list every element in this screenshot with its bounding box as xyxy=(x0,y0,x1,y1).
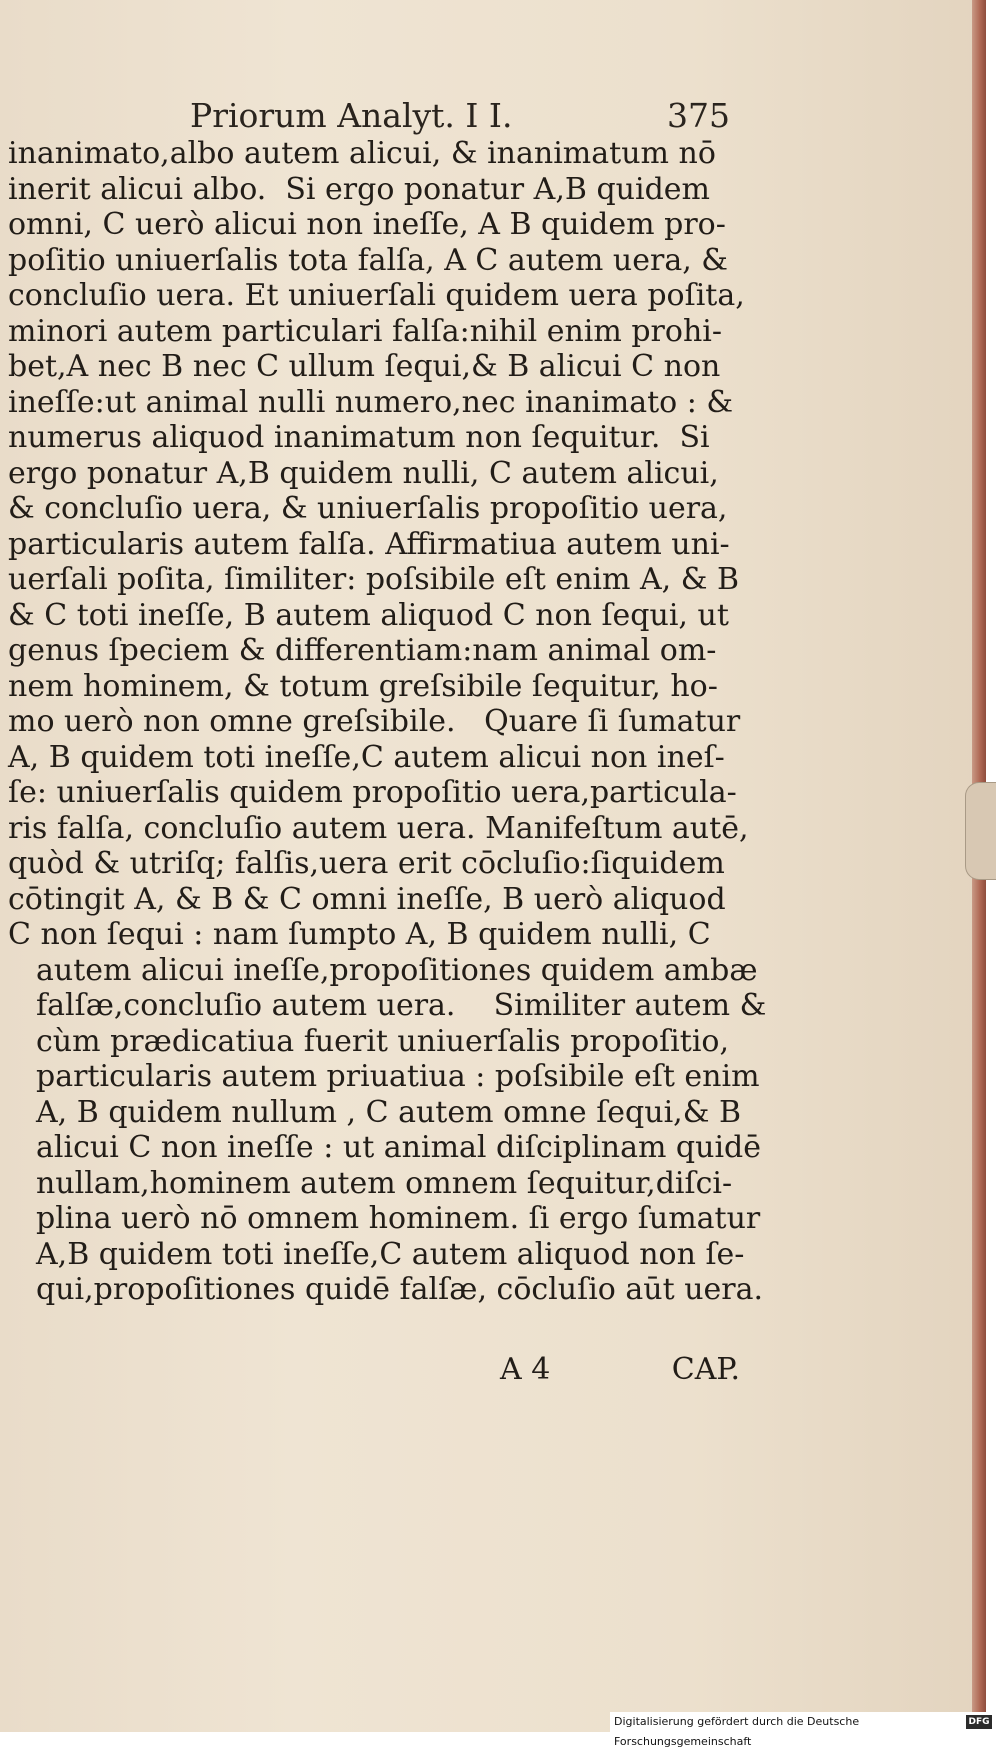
text-line: ris falſa, concluſio autem uera. Manifeſtum autē, xyxy=(8,810,749,846)
text-line: ineſſe:ut animal nulli numero,nec inanimato : & xyxy=(8,384,734,420)
text-line: plina uerò nō omnem hominem. ſi ergo ſumatur xyxy=(36,1201,761,1236)
text-line: minori autem particulari falſa:nihil enim prohi- xyxy=(8,313,723,349)
digitization-credit: Digitalisierung gefördert durch die Deutsche Forschungsgemeinschaft xyxy=(610,1712,1000,1732)
text-line: ſe: uniuerſalis quidem propoſitio uera,particula- xyxy=(8,775,737,810)
dfg-logo: DFG xyxy=(966,1715,992,1729)
text-line: A, B quidem toti ineſſe,C autem alicui non ineſ- xyxy=(8,739,725,775)
text-line: ergo ponatur A,B quidem nulli, C autem alicui, xyxy=(8,455,719,491)
text-line: & concluſio uera, & uniuerſalis propoſitio uera, xyxy=(8,491,728,526)
text-line: omni, C uerò alicui non ineſſe, A B quidem pro- xyxy=(8,207,726,242)
page-clip xyxy=(965,782,996,880)
text-line: particularis autem priuatiua : poſsibile eſt enim xyxy=(36,1059,760,1094)
text-line: & C toti ineſſe, B autem aliquod C non ſequi, ut xyxy=(8,597,729,633)
text-line: falſæ,concluſio autem uera. Similiter autem & xyxy=(36,988,767,1023)
text-line: A, B quidem nullum , C autem omne ſequi,& B xyxy=(36,1094,741,1130)
running-title: Priorum Analyt. I I. xyxy=(190,96,513,135)
page-footer xyxy=(500,1352,740,1392)
text-line: inanimato,albo autem alicui, & inanimatum nō xyxy=(8,136,716,171)
signature-mark: A 4 xyxy=(500,1352,551,1387)
text-line: cōtingit A, & B & C omni ineſſe, B uerò aliquod xyxy=(8,881,726,917)
text-line: bet,A nec B nec C ullum ſequi,& B alicui C non xyxy=(8,349,721,384)
text-line: numerus aliquod inanimatum non ſequitur. Si xyxy=(8,420,710,455)
text-line: cùm prædicatiua fuerit uniuerſalis propoſitio, xyxy=(36,1023,730,1059)
text-line: qui,propoſitiones quidē falſæ, cōcluſio aūt uera. xyxy=(36,1272,764,1307)
text-line: mo uerò non omne greſsibile. Quare ſi ſumatur xyxy=(8,704,741,739)
text-line: uerſali poſita, ſimiliter: poſsibile eſt enim A, & B xyxy=(8,562,740,597)
page-number: 375 xyxy=(667,96,730,135)
text-line: autem alicui ineſſe,propoſitiones quidem ambæ xyxy=(36,952,758,988)
text-line: genus ſpeciem & differentiam:nam animal om- xyxy=(8,633,717,668)
text-line: C non ſequi : nam ſumpto A, B quidem nulli, C xyxy=(8,917,711,952)
text-line: inerit alicui albo. Si ergo ponatur A,B quidem xyxy=(8,171,710,207)
text-line: alicui C non ineſſe : ut animal diſciplinam quidē xyxy=(36,1130,762,1165)
text-line: A,B quidem toti ineſſe,C autem aliquod non ſe- xyxy=(36,1236,745,1272)
body-text xyxy=(8,136,767,1308)
text-line: quòd & utriſq; falſis,uera erit cōcluſio:ſiquidem xyxy=(8,846,725,881)
text-line: concluſio uera. Et uniuerſali quidem uera poſita, xyxy=(8,278,745,313)
text-line: poſitio uniuerſalis tota falſa, A C autem uera, & xyxy=(8,242,728,278)
page-header xyxy=(190,96,730,138)
text-line: particularis autem falſa. Affirmatiua autem uni- xyxy=(8,526,730,562)
catchword: CAP. xyxy=(671,1352,740,1387)
text-line: nullam,hominem autem omnem ſequitur,diſci- xyxy=(36,1165,733,1201)
text-line: nem hominem, & totum greſsibile ſequitur, ho- xyxy=(8,668,718,704)
